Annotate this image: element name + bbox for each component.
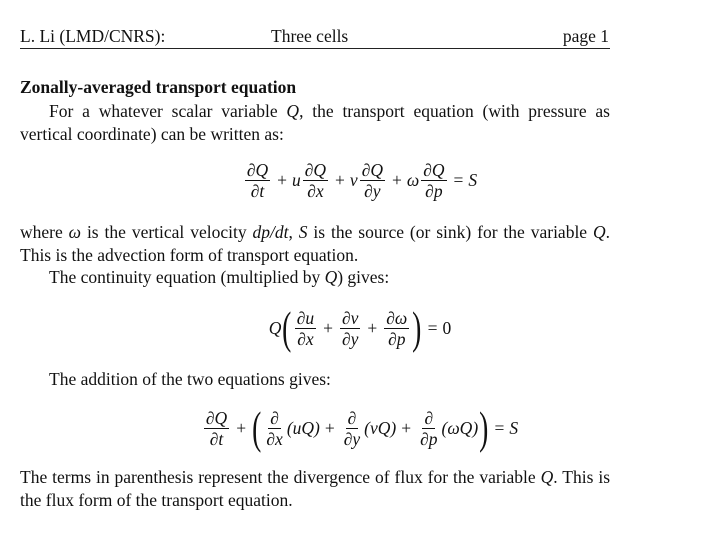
text-span: , the transport equation (with pressure as vertical coordinate) can be written as: bbox=[20, 101, 610, 144]
math-term: (ωQ) bbox=[441, 417, 479, 438]
operator: + bbox=[401, 417, 412, 438]
text-span: . This is the flux form of the transport equation. bbox=[20, 467, 610, 510]
denominator: ∂x bbox=[307, 181, 324, 201]
math-value: 0 bbox=[442, 317, 452, 338]
numerator: ∂Q bbox=[361, 160, 383, 180]
numerator: ∂ω bbox=[386, 307, 408, 328]
header-title: Three cells bbox=[271, 26, 349, 46]
operator: + bbox=[367, 317, 378, 338]
math-var: Q bbox=[540, 467, 554, 487]
equation-flux bbox=[0, 402, 720, 453]
right-paren: ) bbox=[479, 402, 489, 453]
numerator: ∂Q bbox=[205, 407, 228, 428]
operator: + bbox=[277, 170, 287, 190]
header-page-number: page 1 bbox=[562, 26, 609, 46]
left-paren: ( bbox=[252, 402, 262, 453]
fraction bbox=[418, 408, 439, 449]
operator: + bbox=[335, 170, 345, 190]
fraction bbox=[295, 308, 316, 349]
fraction bbox=[204, 408, 229, 449]
numerator: ∂Q bbox=[246, 160, 269, 180]
text-span: where bbox=[20, 222, 69, 242]
fraction bbox=[384, 308, 409, 349]
text-span: ) gives: bbox=[337, 267, 390, 287]
paragraph-flux-explanation bbox=[20, 466, 610, 512]
page-header bbox=[20, 26, 610, 49]
denominator: ∂p bbox=[388, 328, 406, 349]
operator: + bbox=[236, 417, 247, 438]
header-author: L. Li (LMD/CNRS): bbox=[20, 26, 166, 46]
paragraph-addition bbox=[20, 368, 610, 391]
text-span: For a whatever scalar variable bbox=[49, 101, 287, 121]
denominator: ∂p bbox=[425, 181, 443, 201]
math-var: ω bbox=[406, 170, 420, 190]
text-span: . This is the advection form of transport equation. bbox=[20, 222, 610, 265]
denominator: ∂y bbox=[364, 181, 381, 201]
math-var: S bbox=[509, 417, 519, 438]
left-paren: ( bbox=[282, 302, 292, 353]
denominator: ∂t bbox=[250, 181, 265, 201]
text-span: The addition of the two equations gives: bbox=[49, 369, 331, 389]
numerator: ∂Q bbox=[304, 160, 327, 180]
math-var: S bbox=[468, 170, 478, 190]
numerator: ∂ bbox=[347, 407, 357, 428]
denominator: ∂t bbox=[209, 428, 224, 449]
text-span: is the source (or sink) for the variable bbox=[307, 222, 593, 242]
equation-advection bbox=[0, 160, 720, 201]
denominator: ∂x bbox=[266, 428, 283, 449]
equals-sign: = bbox=[494, 417, 505, 438]
fraction bbox=[360, 160, 385, 201]
fraction bbox=[342, 408, 362, 449]
math-var: v bbox=[349, 170, 358, 190]
numerator: ∂v bbox=[341, 307, 359, 328]
fraction bbox=[421, 160, 446, 201]
fraction bbox=[264, 408, 284, 449]
math-var: Q bbox=[286, 101, 300, 121]
equation-continuity bbox=[0, 302, 720, 353]
operator: + bbox=[323, 317, 333, 338]
math-term: (vQ) bbox=[364, 417, 397, 438]
math-var: u bbox=[292, 170, 301, 190]
operator: + bbox=[392, 170, 402, 190]
paragraph-advection-explanation bbox=[20, 221, 610, 267]
text-span: , bbox=[288, 222, 299, 242]
math-var: S bbox=[298, 222, 308, 242]
numerator: ∂ bbox=[270, 407, 279, 428]
math-term: (uQ) bbox=[286, 417, 320, 438]
denominator: ∂x bbox=[297, 328, 314, 349]
text-span: is the vertical velocity bbox=[81, 222, 253, 242]
fraction bbox=[340, 308, 360, 349]
math-var: ω bbox=[68, 222, 82, 242]
paragraph-continuity bbox=[20, 266, 610, 289]
numerator: ∂ bbox=[424, 407, 434, 428]
operator: + bbox=[324, 417, 335, 438]
right-paren: ) bbox=[412, 302, 422, 353]
math-var: Q bbox=[324, 267, 338, 287]
numerator: ∂Q bbox=[423, 160, 445, 180]
numerator: ∂u bbox=[296, 307, 315, 328]
math-var: Q bbox=[592, 222, 606, 242]
math-var: Q bbox=[268, 317, 282, 338]
fraction bbox=[303, 160, 328, 201]
denominator: ∂p bbox=[420, 428, 438, 449]
text-span: The terms in parenthesis represent the divergence of flux for the variable bbox=[20, 467, 541, 487]
paragraph-intro bbox=[20, 100, 610, 146]
text-span: The continuity equation (multiplied by bbox=[49, 267, 325, 287]
denominator: ∂y bbox=[341, 328, 359, 349]
equals-sign: = bbox=[453, 170, 464, 190]
section-title: Zonally-averaged transport equation bbox=[20, 77, 297, 97]
math-var: dp/dt bbox=[252, 222, 289, 242]
equals-sign: = bbox=[427, 317, 438, 338]
denominator: ∂y bbox=[343, 428, 361, 449]
fraction bbox=[245, 160, 270, 201]
